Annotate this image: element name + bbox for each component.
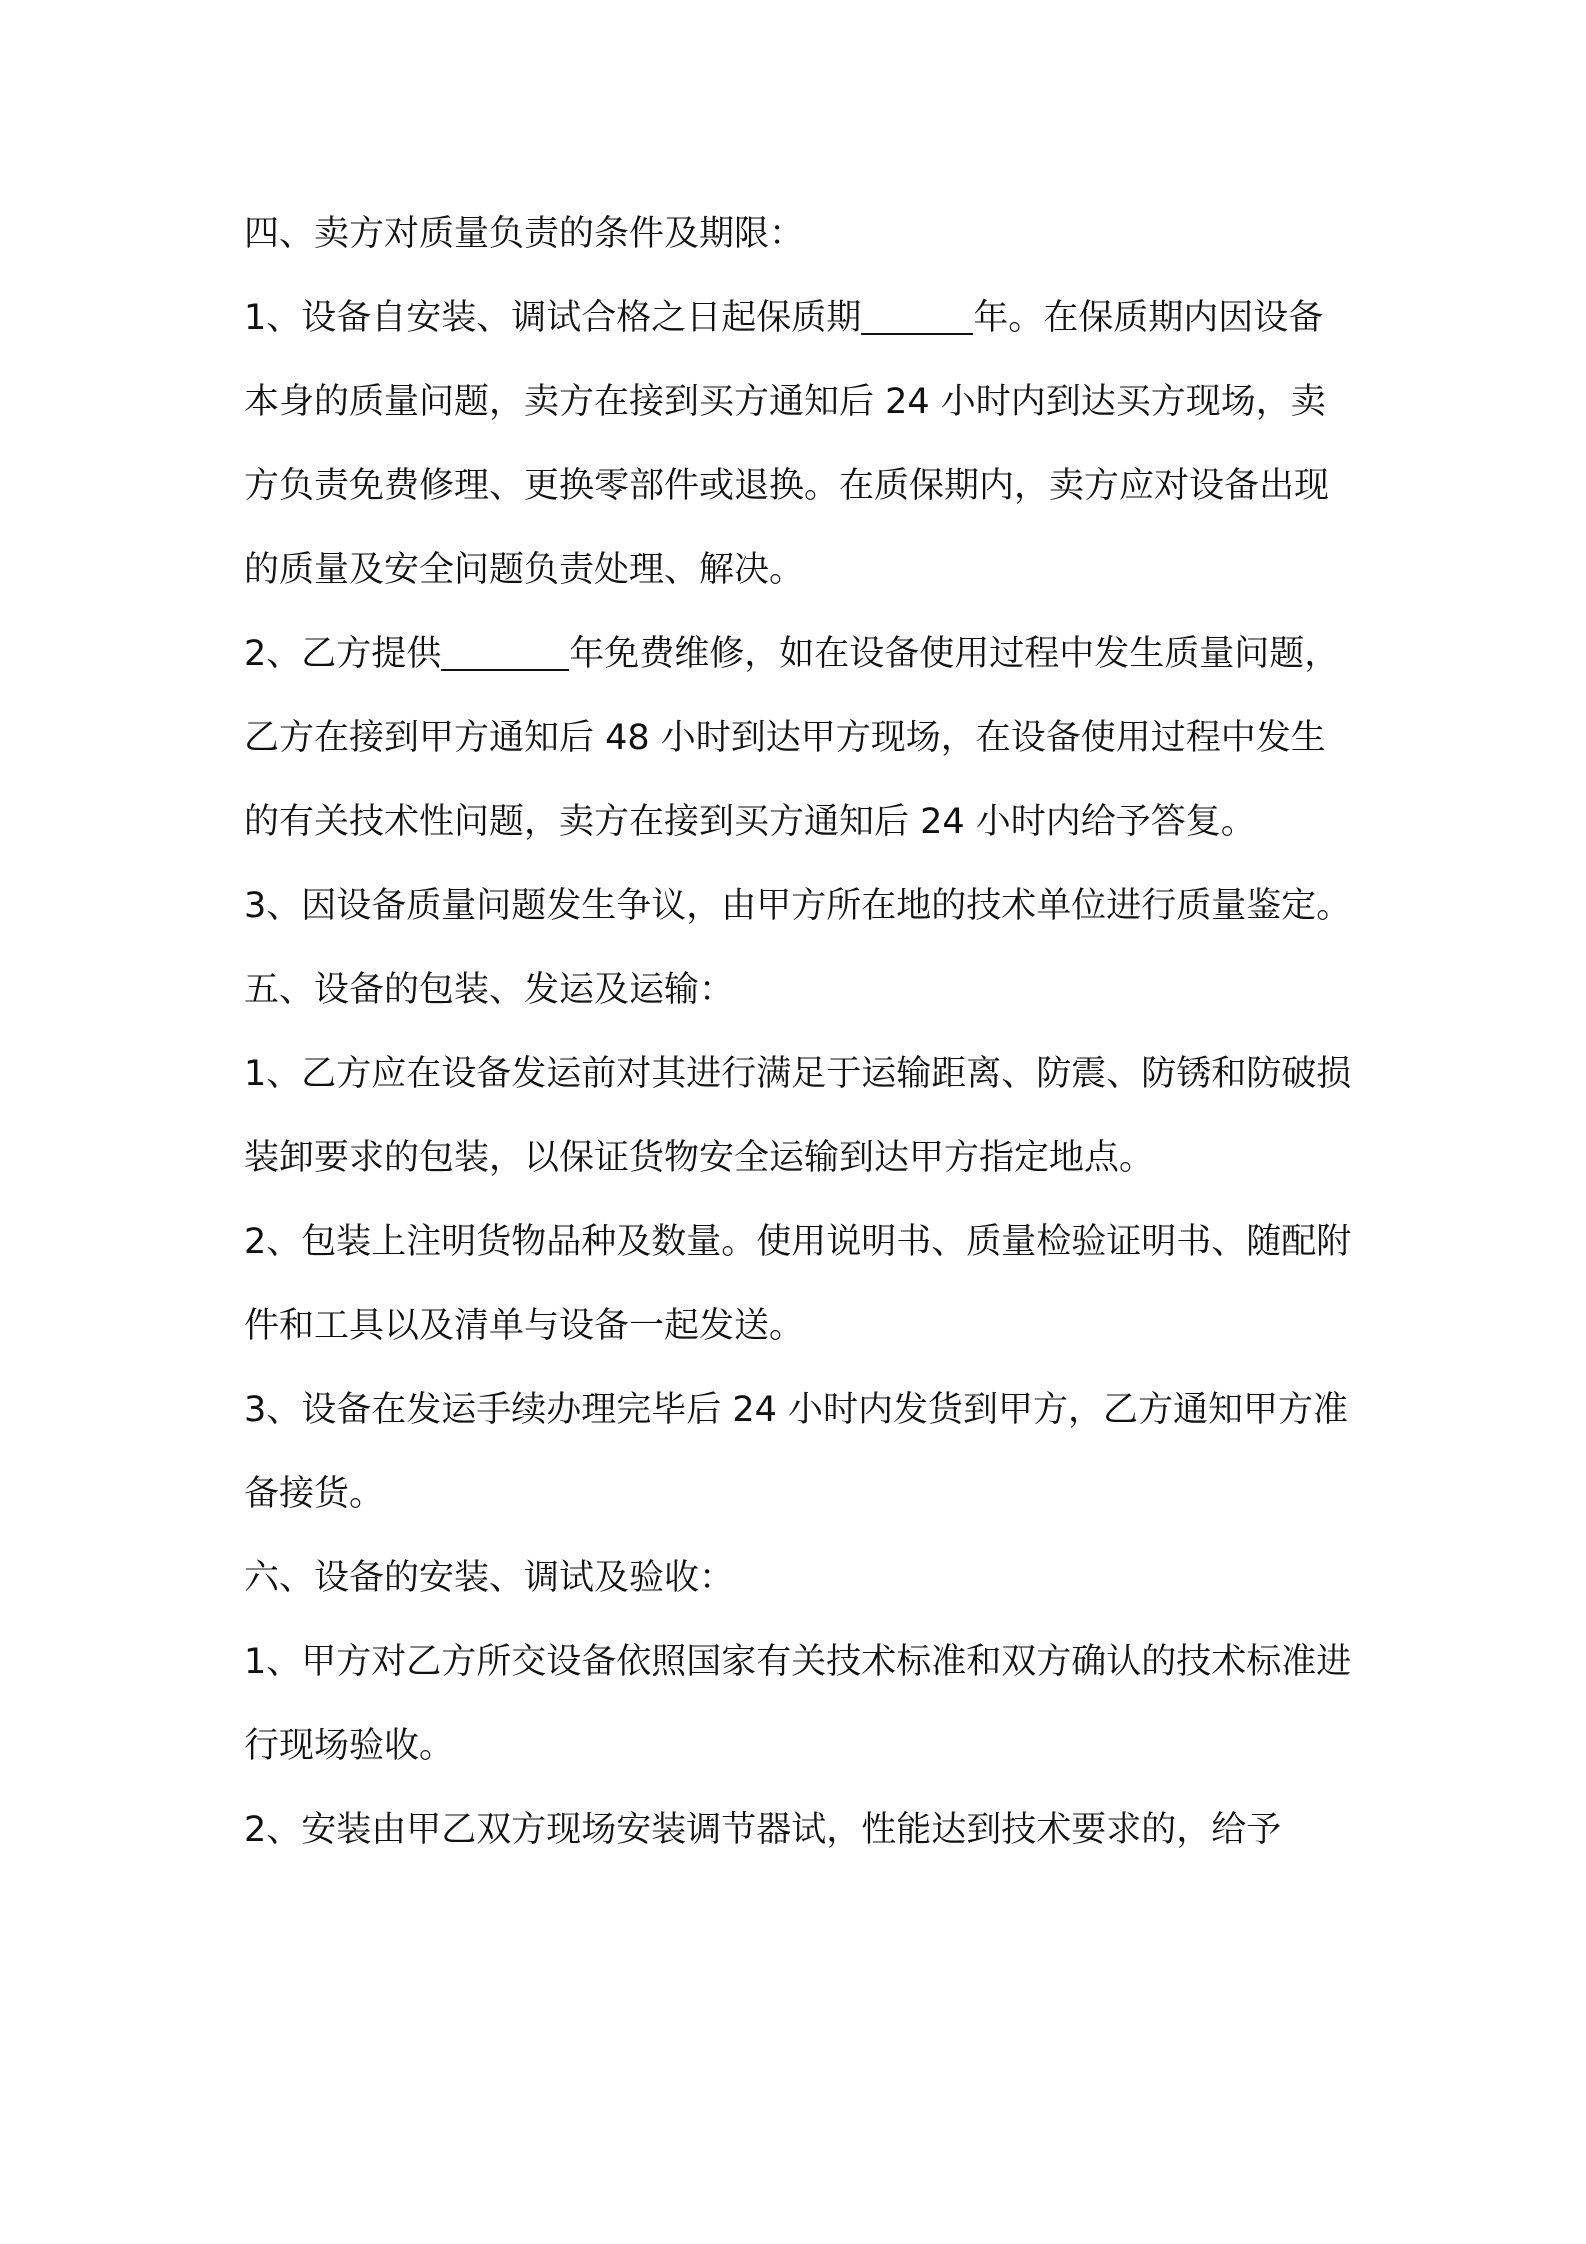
section-6-heading: 六、设备的安装、调试及验收： — [244, 1558, 735, 1598]
section-6-item-2: 2、安装由甲乙双方现场安装调节器试，性能达到技术要求的，给予 — [244, 1810, 1282, 1850]
section-4-heading: 四、卖方对质量负责的条件及期限： — [244, 214, 805, 254]
section-4-item-2-text-before: 2、乙方提供 — [244, 634, 442, 674]
section-4-item-1-text-before: 1、设备自安装、调试合格之日起保质期 — [244, 298, 862, 338]
section-4-item-3: 3、因设备质量问题发生争议，由甲方所在地的技术单位进行质量鉴定。 — [244, 886, 1352, 926]
section-4-item-2-text-after: 年免费维修，如在设备使用过程中发生质量问题，乙方在接到甲方通知后 48 小时到达甲方现场，在设备使用过程中发生的有关技术性问题，卖方在接到买方通知后 24 小时内给予答复。 — [244, 634, 1340, 842]
warranty-years-blank — [861, 298, 973, 335]
document-body — [244, 192, 1354, 1872]
section-4-item-1-text-after: 年。在保质期内因设备本身的质量问题，卖方在接到买方通知后 24 小时内到达买方现场，卖方负责免费修理、更换零部件或退换。在质保期内，卖方应对设备出现的质量及安全问题负责处理、解决。 — [244, 298, 1330, 590]
section-4-item-2 — [244, 612, 1354, 864]
section-5-item-3: 3、设备在发运手续办理完毕后 24 小时内发货到甲方，乙方通知甲方准备接货。 — [244, 1390, 1349, 1514]
section-5-item-2: 2、包装上注明货物品种及数量。使用说明书、质量检验证明书、随配附件和工具以及清单与设备一起发送。 — [244, 1222, 1352, 1346]
free-maintenance-years-blank — [441, 634, 569, 671]
section-5-heading: 五、设备的包装、发运及运输： — [244, 970, 735, 1010]
section-6-item-1: 1、甲方对乙方所交设备依照国家有关技术标准和双方确认的技术标准进行现场验收。 — [244, 1642, 1352, 1766]
section-5-item-1: 1、乙方应在设备发运前对其进行满足于运输距离、防震、防锈和防破损装卸要求的包装，以保证货物安全运输到达甲方指定地点。 — [244, 1054, 1352, 1178]
section-4-item-1 — [244, 276, 1354, 612]
